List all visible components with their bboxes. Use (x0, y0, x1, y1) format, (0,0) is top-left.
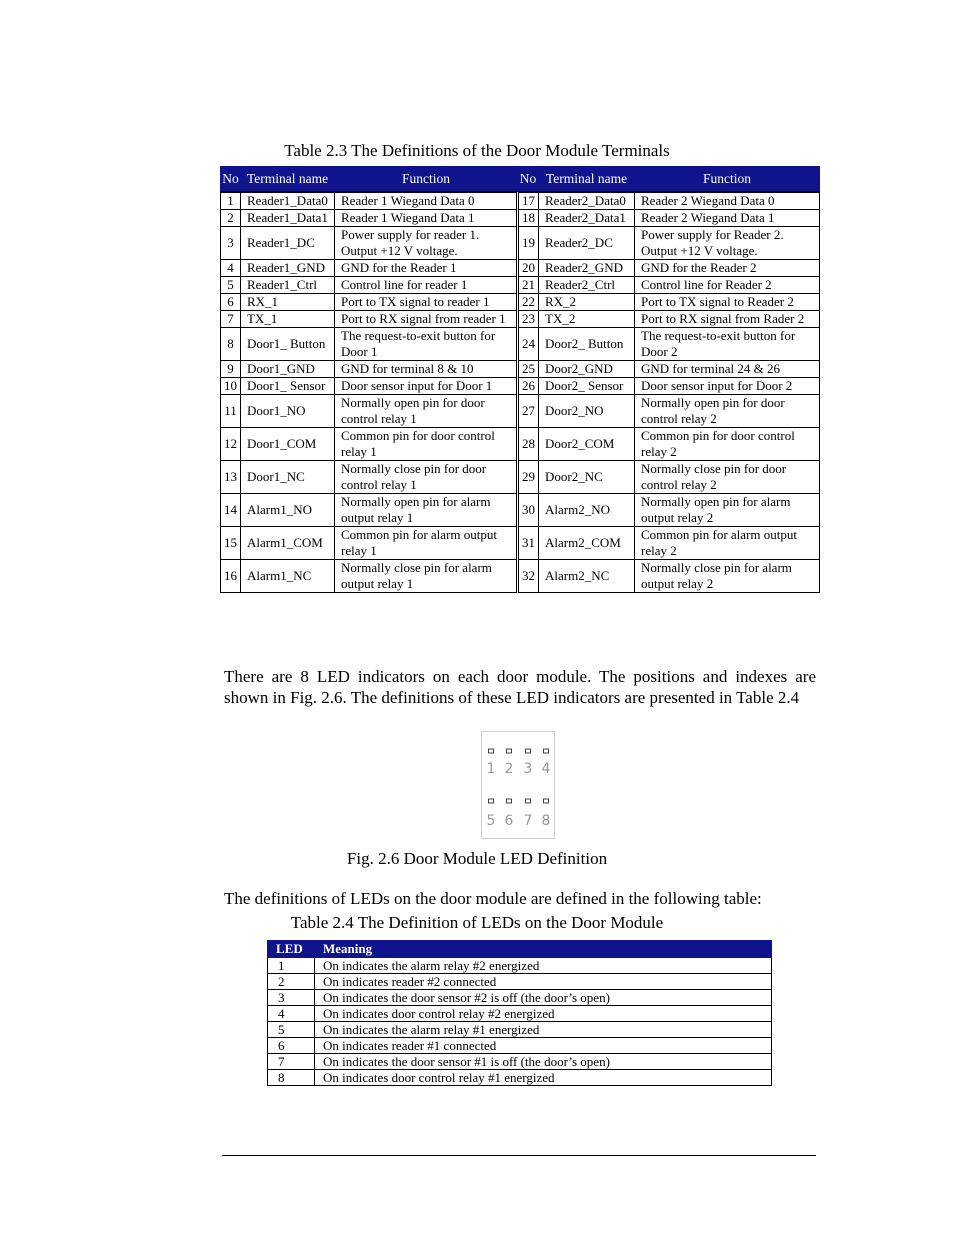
header-terminal-name: Terminal name (241, 167, 335, 193)
terminal-number-cell: 6 (221, 294, 241, 311)
led-indicator-icon (544, 749, 549, 753)
terminal-function-cell: Reader 1 Wiegand Data 0 (335, 192, 518, 210)
table-row (221, 227, 820, 260)
terminal-number-cell: 12 (221, 428, 241, 461)
terminal-number-cell: 25 (518, 361, 539, 378)
led-meaning-cell: On indicates door control relay #2 energized (315, 1006, 772, 1022)
terminal-number-cell: 23 (518, 311, 539, 328)
header-function: Function (335, 167, 518, 193)
terminal-name-cell: Alarm1_NO (241, 494, 335, 527)
terminal-function-cell: Door sensor input for Door 1 (335, 378, 518, 395)
table-row (268, 958, 772, 974)
table-header-row (268, 941, 772, 958)
table-2-4-caption: Table 2.4 The Definition of LEDs on the Door Module (290, 913, 664, 932)
led-intro-paragraph: There are 8 LED indicators on each door module. The positions and indexes are shown in Fig. 2.6. The definitions of these LED indicators are presented in Table 2.4 (224, 667, 816, 707)
terminal-name-cell: Door2_ Button (539, 328, 635, 361)
table-row (221, 328, 820, 361)
terminal-function-cell: Common pin for door control relay 1 (335, 428, 518, 461)
led-meaning-cell: On indicates the alarm relay #2 energized (315, 958, 772, 974)
table-row (221, 494, 820, 527)
terminal-function-cell: Common pin for alarm output relay 1 (335, 527, 518, 560)
terminal-name-cell: Door1_ Button (241, 328, 335, 361)
table-row (268, 1038, 772, 1054)
led-meaning-cell: On indicates reader #2 connected (315, 974, 772, 990)
terminal-name-cell: Reader1_Data1 (241, 210, 335, 227)
led-index-label: 3 (523, 761, 533, 777)
terminal-name-cell: Door1_ Sensor (241, 378, 335, 395)
header-no: No (221, 167, 241, 193)
terminal-name-cell: Door2_NO (539, 395, 635, 428)
led-number-cell: 7 (268, 1054, 315, 1070)
terminal-function-cell: Normally close pin for door control relay 2 (635, 461, 820, 494)
terminal-name-cell: Door1_COM (241, 428, 335, 461)
table-row (268, 1006, 772, 1022)
terminal-function-cell: Control line for reader 1 (335, 277, 518, 294)
table-row (268, 990, 772, 1006)
terminal-name-cell: Door1_NO (241, 395, 335, 428)
terminal-name-cell: Door2_COM (539, 428, 635, 461)
terminal-function-cell: Reader 2 Wiegand Data 0 (635, 192, 820, 210)
terminal-number-cell: 2 (221, 210, 241, 227)
terminal-name-cell: Reader2_Data1 (539, 210, 635, 227)
terminal-function-cell: Control line for Reader 2 (635, 277, 820, 294)
terminal-name-cell: Reader2_GND (539, 260, 635, 277)
led-index-label: 8 (541, 813, 551, 829)
terminal-name-cell: RX_2 (539, 294, 635, 311)
terminal-name-cell: TX_2 (539, 311, 635, 328)
terminal-function-cell: GND for the Reader 1 (335, 260, 518, 277)
terminal-function-cell: GND for terminal 24 & 26 (635, 361, 820, 378)
table-row (221, 260, 820, 277)
terminal-number-cell: 31 (518, 527, 539, 560)
terminal-number-cell: 4 (221, 260, 241, 277)
table-2-3-caption: Table 2.3 The Definitions of the Door Module Terminals (284, 141, 670, 160)
terminal-name-cell: Reader2_Data0 (539, 192, 635, 210)
terminal-number-cell: 16 (221, 560, 241, 593)
terminal-number-cell: 7 (221, 311, 241, 328)
terminal-function-cell: The request-to-exit button for Door 1 (335, 328, 518, 361)
table-row (221, 428, 820, 461)
terminal-name-cell: RX_1 (241, 294, 335, 311)
terminal-number-cell: 15 (221, 527, 241, 560)
terminal-number-cell: 18 (518, 210, 539, 227)
led-number-cell: 3 (268, 990, 315, 1006)
table-row (268, 1022, 772, 1038)
terminal-number-cell: 22 (518, 294, 539, 311)
terminal-name-cell: Alarm2_NC (539, 560, 635, 593)
header-function-2: Function (635, 167, 820, 193)
terminal-name-cell: Alarm2_COM (539, 527, 635, 560)
terminal-function-cell: Reader 2 Wiegand Data 1 (635, 210, 820, 227)
terminal-name-cell: Door2_ Sensor (539, 378, 635, 395)
terminal-name-cell: TX_1 (241, 311, 335, 328)
terminal-function-cell: Normally close pin for door control relay 1 (335, 461, 518, 494)
terminal-number-cell: 27 (518, 395, 539, 428)
terminal-name-cell: Alarm1_COM (241, 527, 335, 560)
table-row (221, 378, 820, 395)
terminal-number-cell: 3 (221, 227, 241, 260)
table-row (268, 1070, 772, 1086)
table-row (268, 1054, 772, 1070)
table-header-row (221, 167, 820, 193)
header-terminal-name-2: Terminal name (539, 167, 635, 193)
table-row (221, 294, 820, 311)
led-index-label: 5 (486, 813, 496, 829)
terminal-number-cell: 24 (518, 328, 539, 361)
terminal-function-cell: Normally open pin for alarm output relay 2 (635, 494, 820, 527)
terminal-name-cell: Reader2_Ctrl (539, 277, 635, 294)
terminal-function-cell: Door sensor input for Door 2 (635, 378, 820, 395)
led-meaning-cell: On indicates door control relay #1 energized (315, 1070, 772, 1086)
terminal-name-cell: Reader1_DC (241, 227, 335, 260)
table-row (221, 361, 820, 378)
terminal-number-cell: 14 (221, 494, 241, 527)
led-number-cell: 6 (268, 1038, 315, 1054)
led-table-intro: The definitions of LEDs on the door module are defined in the following table: (224, 889, 762, 908)
terminal-function-cell: GND for the Reader 2 (635, 260, 820, 277)
table-row (268, 974, 772, 990)
terminal-function-cell: Common pin for door control relay 2 (635, 428, 820, 461)
terminal-function-cell: Power supply for reader 1. Output +12 V voltage. (335, 227, 518, 260)
led-number-cell: 8 (268, 1070, 315, 1086)
led-index-label: 1 (486, 761, 496, 777)
terminal-function-cell: Port to TX signal to reader 1 (335, 294, 518, 311)
terminal-name-cell: Door1_GND (241, 361, 335, 378)
terminal-number-cell: 32 (518, 560, 539, 593)
terminal-number-cell: 17 (518, 192, 539, 210)
header-no-2: No (518, 167, 539, 193)
door-module-terminals-table (220, 166, 820, 593)
led-meaning-cell: On indicates the alarm relay #1 energized (315, 1022, 772, 1038)
terminal-function-cell: Normally open pin for door control relay 1 (335, 395, 518, 428)
terminal-name-cell: Door1_NC (241, 461, 335, 494)
terminal-number-cell: 13 (221, 461, 241, 494)
terminal-name-cell: Reader1_Data0 (241, 192, 335, 210)
table-row (221, 560, 820, 593)
terminal-number-cell: 1 (221, 192, 241, 210)
terminal-function-cell: Power supply for Reader 2. Output +12 V voltage. (635, 227, 820, 260)
led-meaning-cell: On indicates the door sensor #2 is off (the door’s open) (315, 990, 772, 1006)
terminal-function-cell: Normally open pin for alarm output relay 1 (335, 494, 518, 527)
table-row (221, 277, 820, 294)
terminal-name-cell: Reader1_Ctrl (241, 277, 335, 294)
header-meaning: Meaning (315, 941, 772, 958)
terminal-function-cell: Port to RX signal from Rader 2 (635, 311, 820, 328)
led-indicator-icon (507, 799, 512, 803)
terminal-number-cell: 28 (518, 428, 539, 461)
terminal-name-cell: Door2_NC (539, 461, 635, 494)
terminal-name-cell: Reader1_GND (241, 260, 335, 277)
led-indicator-icon (489, 749, 494, 753)
terminal-number-cell: 30 (518, 494, 539, 527)
terminal-number-cell: 11 (221, 395, 241, 428)
terminal-number-cell: 29 (518, 461, 539, 494)
led-index-label: 6 (504, 813, 514, 829)
terminal-function-cell: Port to RX signal from reader 1 (335, 311, 518, 328)
terminal-number-cell: 5 (221, 277, 241, 294)
led-indicator-icon (489, 799, 494, 803)
terminal-name-cell: Reader2_DC (539, 227, 635, 260)
terminal-function-cell: Normally close pin for alarm output relay 2 (635, 560, 820, 593)
terminal-function-cell: Normally close pin for alarm output relay 1 (335, 560, 518, 593)
led-indicator-icon (526, 749, 531, 753)
led-index-label: 2 (504, 761, 514, 777)
table-row (221, 192, 820, 210)
terminal-function-cell: Common pin for alarm output relay 2 (635, 527, 820, 560)
table-row (221, 395, 820, 428)
terminal-number-cell: 19 (518, 227, 539, 260)
terminal-function-cell: The request-to-exit button for Door 2 (635, 328, 820, 361)
led-indicator-icon (507, 749, 512, 753)
terminal-function-cell: Port to TX signal to Reader 2 (635, 294, 820, 311)
door-module-led-figure (481, 731, 555, 839)
figure-2-6-caption: Fig. 2.6 Door Module LED Definition (346, 849, 608, 868)
terminal-number-cell: 8 (221, 328, 241, 361)
led-number-cell: 2 (268, 974, 315, 990)
led-indicator-icon (526, 799, 531, 803)
terminal-function-cell: Normally open pin for door control relay 2 (635, 395, 820, 428)
table-row (221, 527, 820, 560)
table-row (221, 461, 820, 494)
terminal-name-cell: Alarm2_NO (539, 494, 635, 527)
led-meaning-cell: On indicates the door sensor #1 is off (the door’s open) (315, 1054, 772, 1070)
led-indicator-icon (544, 799, 549, 803)
terminal-number-cell: 20 (518, 260, 539, 277)
header-led: LED (268, 941, 315, 958)
terminal-function-cell: Reader 1 Wiegand Data 1 (335, 210, 518, 227)
led-index-label: 7 (523, 813, 533, 829)
led-number-cell: 1 (268, 958, 315, 974)
terminal-name-cell: Door2_GND (539, 361, 635, 378)
table-row (221, 311, 820, 328)
table-row (221, 210, 820, 227)
terminal-number-cell: 21 (518, 277, 539, 294)
footer-rule (222, 1155, 816, 1156)
led-definitions-table (267, 940, 772, 1086)
terminal-number-cell: 10 (221, 378, 241, 395)
led-number-cell: 5 (268, 1022, 315, 1038)
terminal-number-cell: 9 (221, 361, 241, 378)
led-index-label: 4 (541, 761, 551, 777)
led-meaning-cell: On indicates reader #1 connected (315, 1038, 772, 1054)
terminal-number-cell: 26 (518, 378, 539, 395)
terminal-name-cell: Alarm1_NC (241, 560, 335, 593)
terminal-function-cell: GND for terminal 8 & 10 (335, 361, 518, 378)
led-number-cell: 4 (268, 1006, 315, 1022)
